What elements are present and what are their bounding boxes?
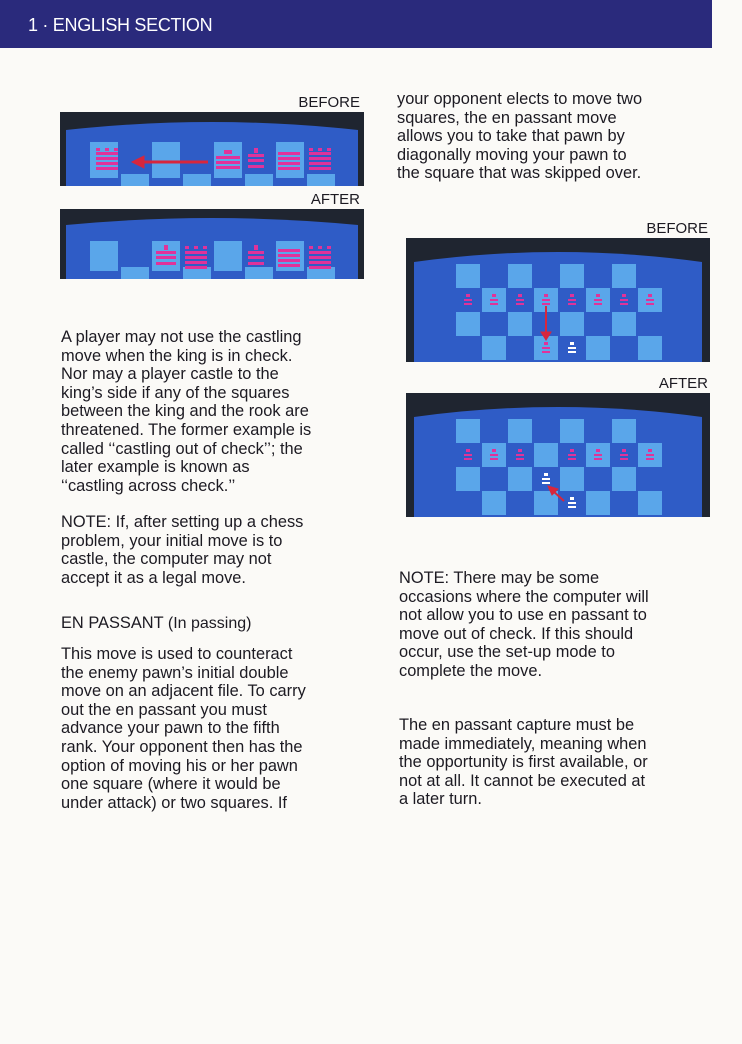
text-line: move on an adjacent file. To carry <box>61 682 306 701</box>
text-line: If, after setting up a chess <box>111 513 304 531</box>
text-line: not at all. It cannot be executed at <box>399 771 646 790</box>
text-line: a later turn. <box>399 790 482 809</box>
text-line: option of moving his or her pawn <box>61 756 298 775</box>
enpassant-note-paragraph <box>399 569 709 681</box>
text-line: ‘‘castling across check.’’ <box>61 476 236 495</box>
text-line: later example is known as <box>61 458 250 477</box>
enpassant-before-caption: BEFORE <box>646 220 708 237</box>
text-line: not allow you to use en passant to <box>399 606 647 625</box>
text-line: the opportunity is first available, or <box>399 753 648 772</box>
text-line: move when the king is in check. <box>61 346 293 365</box>
text-line: one square (where it would be <box>61 775 281 794</box>
text-line: threatened. The former example is <box>61 420 312 439</box>
section-title: 1 · ENGLISH SECTION <box>28 15 213 35</box>
text-line: occasions where the computer will <box>399 587 649 606</box>
text-line: the square that was skipped over. <box>397 164 642 183</box>
text-line: Nor may a player castle to the <box>61 365 279 384</box>
text-line: problem, your initial move is to <box>61 531 283 550</box>
en-passant-continuation <box>397 90 707 183</box>
text-line: complete the move. <box>399 661 543 680</box>
text-line: occur, use the set-up mode to <box>399 643 615 662</box>
castling-after-caption: AFTER <box>310 191 360 208</box>
enpassant-before-screen <box>406 238 710 362</box>
note-label: NOTE: <box>61 513 112 531</box>
capture-timing-paragraph <box>399 716 709 809</box>
text-line: diagonally moving your pawn to <box>397 145 627 164</box>
castling-before-caption: BEFORE <box>298 94 360 111</box>
text-line: allows you to take that pawn by <box>397 127 625 146</box>
castling-before-screen <box>60 112 364 186</box>
heading-text: EN PASSANT <box>61 614 164 632</box>
enpassant-after-caption: AFTER <box>658 375 708 392</box>
text-line: under attack) or two squares. If <box>61 793 287 812</box>
text-line: castle, the computer may not <box>61 550 272 569</box>
text-line: move out of check. If this should <box>399 624 634 643</box>
en-passant-paragraph <box>61 645 361 812</box>
heading-subtext: (In passing) <box>167 615 252 632</box>
text-line: There may be some <box>449 569 600 587</box>
castling-after-screen <box>60 209 364 279</box>
text-line: The en passant capture must be <box>399 716 635 734</box>
text-line: advance your pawn to the fifth <box>61 719 280 738</box>
text-line: between the king and the rook are <box>61 402 309 421</box>
en-passant-heading <box>61 614 251 633</box>
text-line: made immediately, meaning when <box>399 734 647 753</box>
text-line: A player may not use the castling <box>61 328 302 346</box>
header-bar <box>0 0 712 48</box>
text-line: called ‘‘castling out of check’’; the <box>61 439 303 458</box>
text-line: rank. Your opponent then has the <box>61 737 303 756</box>
text-line: your opponent elects to move two <box>397 90 643 108</box>
text-line: king’s side if any of the squares <box>61 383 290 402</box>
text-line: the enemy pawn’s initial double <box>61 663 289 682</box>
enpassant-after-screen <box>406 393 710 517</box>
note-label: NOTE: <box>399 569 450 587</box>
castling-rules-paragraph <box>61 328 361 495</box>
text-line: squares, the en passant move <box>397 108 617 127</box>
text-line: out the en passant you must <box>61 700 267 719</box>
text-line: This move is used to counteract <box>61 645 293 663</box>
castling-note-paragraph <box>61 513 361 587</box>
text-line: accept it as a legal move. <box>61 568 246 587</box>
